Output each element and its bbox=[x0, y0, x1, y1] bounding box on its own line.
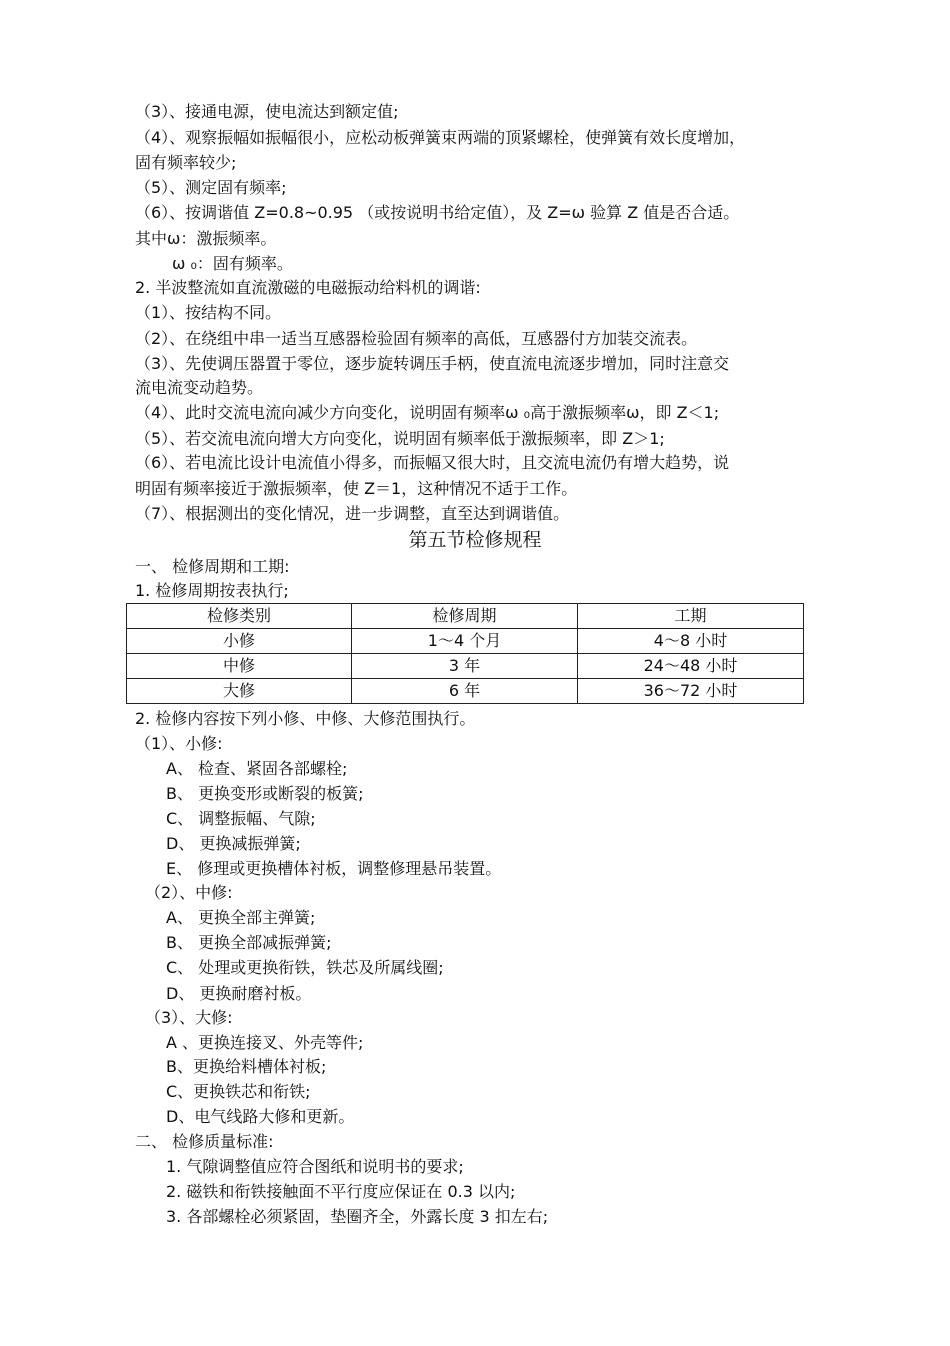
tuning-step-1: （1）、按结构不同。 bbox=[135, 303, 282, 322]
table-cell: 36～72 小时 bbox=[578, 679, 804, 704]
major-repair-heading: （3）、大修: bbox=[145, 1008, 233, 1027]
step-3-line: （3）、接通电源，使电流达到额定值; bbox=[135, 102, 399, 121]
tuning-step-6: （6）、若电流比设计电流值小得多，而振幅又很大时，且交流电流仍有增大趋势，说 bbox=[135, 453, 730, 472]
table-cell: 小修 bbox=[127, 629, 352, 654]
section-title: 第五节检修规程 bbox=[408, 529, 542, 551]
heading-half-wave-tuning: 2. 半波整流如直流激磁的电磁振动给料机的调谐: bbox=[135, 278, 481, 297]
table-header-cell: 检修周期 bbox=[352, 604, 578, 629]
maintenance-schedule-table bbox=[126, 603, 804, 704]
table-row bbox=[127, 654, 804, 679]
list-item: A、 更换全部主弹簧; bbox=[166, 908, 316, 927]
tuning-step-6-continuation: 明固有频率接近于激振频率，使 Z＝1，这种情况不适于工作。 bbox=[135, 479, 578, 498]
table-cell: 中修 bbox=[127, 654, 352, 679]
list-item: D、 更换耐磨衬板。 bbox=[166, 984, 312, 1003]
table-caption: 1. 检修周期按表执行; bbox=[135, 581, 289, 600]
medium-repair-heading: （2）、中修: bbox=[145, 883, 233, 902]
list-item: B、 更换全部减振弹簧; bbox=[166, 933, 332, 952]
list-item: C、 调整振幅、气隙; bbox=[166, 809, 316, 828]
maintenance-scope-heading: 2. 检修内容按下列小修、中修、大修范围执行。 bbox=[135, 709, 476, 728]
table-header-cell: 检修类别 bbox=[127, 604, 352, 629]
table-header-cell: 工期 bbox=[578, 604, 804, 629]
minor-repair-heading: （1）、小修: bbox=[135, 734, 223, 753]
table-cell: 6 年 bbox=[352, 679, 578, 704]
step-4-line: （4）、观察振幅如振幅很小，应松动板弹簧束两端的顶紧螺栓，使弹簧有效长度增加， bbox=[135, 128, 746, 147]
omega-definition: 其中ω：激振频率。 bbox=[135, 229, 277, 248]
list-item: E、 修理或更换槽体衬板，调整修理悬吊装置。 bbox=[166, 859, 502, 878]
list-item: 1. 气隙调整值应符合图纸和说明书的要求; bbox=[166, 1157, 464, 1176]
tuning-step-5: （5）、若交流电流向增大方向变化，说明固有频率低于激振频率，即 Z＞1; bbox=[135, 429, 665, 448]
list-item: C、更换铁芯和衔铁; bbox=[166, 1082, 311, 1101]
table-cell: 1～4 个月 bbox=[352, 629, 578, 654]
subsection-1-heading: 一、 检修周期和工期: bbox=[135, 557, 290, 576]
list-item: C、 处理或更换衔铁，铁芯及所属线圈; bbox=[166, 958, 444, 977]
table-cell: 大修 bbox=[127, 679, 352, 704]
tuning-step-4: （4）、此时交流电流向减少方向变化，说明固有频率ω ₀高于激振频率ω，即 Z＜1; bbox=[135, 403, 720, 422]
table-cell: 24～48 小时 bbox=[578, 654, 804, 679]
list-item: B、 更换变形或断裂的板簧; bbox=[166, 784, 364, 803]
table-row bbox=[127, 679, 804, 704]
step-5-line: （5）、测定固有频率; bbox=[135, 178, 287, 197]
step-6-line: （6）、按调谐值 Z=0.8~0.95 （或按说明书给定值），及 Z=ω 验算 Z 值是否合适。 bbox=[135, 203, 740, 222]
table-cell: 3 年 bbox=[352, 654, 578, 679]
list-item: A 、更换连接叉、外壳等件; bbox=[166, 1033, 364, 1052]
quality-standard-heading: 二、 检修质量标准: bbox=[135, 1132, 274, 1151]
table-row bbox=[127, 629, 804, 654]
list-item: A、 检查、紧固各部螺栓; bbox=[166, 759, 348, 778]
tuning-step-3-continuation: 流电流变动趋势。 bbox=[135, 378, 264, 397]
tuning-step-3: （3）、先使调压器置于零位，逐步旋转调压手柄，使直流电流逐步增加，同时注意交 bbox=[135, 354, 730, 373]
tuning-step-7: （7）、根据测出的变化情况，进一步调整，直至达到调谐值。 bbox=[135, 504, 570, 523]
list-item: B、更换给料槽体衬板; bbox=[166, 1057, 327, 1076]
table-header-row bbox=[127, 604, 804, 629]
list-item: D、 更换减振弹簧; bbox=[166, 834, 301, 853]
list-item: D、电气线路大修和更新。 bbox=[166, 1107, 355, 1126]
step-4-continuation: 固有频率较少; bbox=[135, 153, 237, 172]
list-item: 2. 磁铁和衔铁接触面不平行度应保证在 0.3 以内; bbox=[166, 1182, 516, 1201]
table-cell: 4～8 小时 bbox=[578, 629, 804, 654]
tuning-step-2: （2）、在绕组中串一适当互感器检验固有频率的高低，互感器付方加装交流表。 bbox=[135, 329, 698, 348]
list-item: 3. 各部螺栓必须紧固，垫圈齐全，外露长度 3 扣左右; bbox=[166, 1207, 549, 1226]
omega0-definition: ω ₀：固有频率。 bbox=[172, 254, 293, 273]
